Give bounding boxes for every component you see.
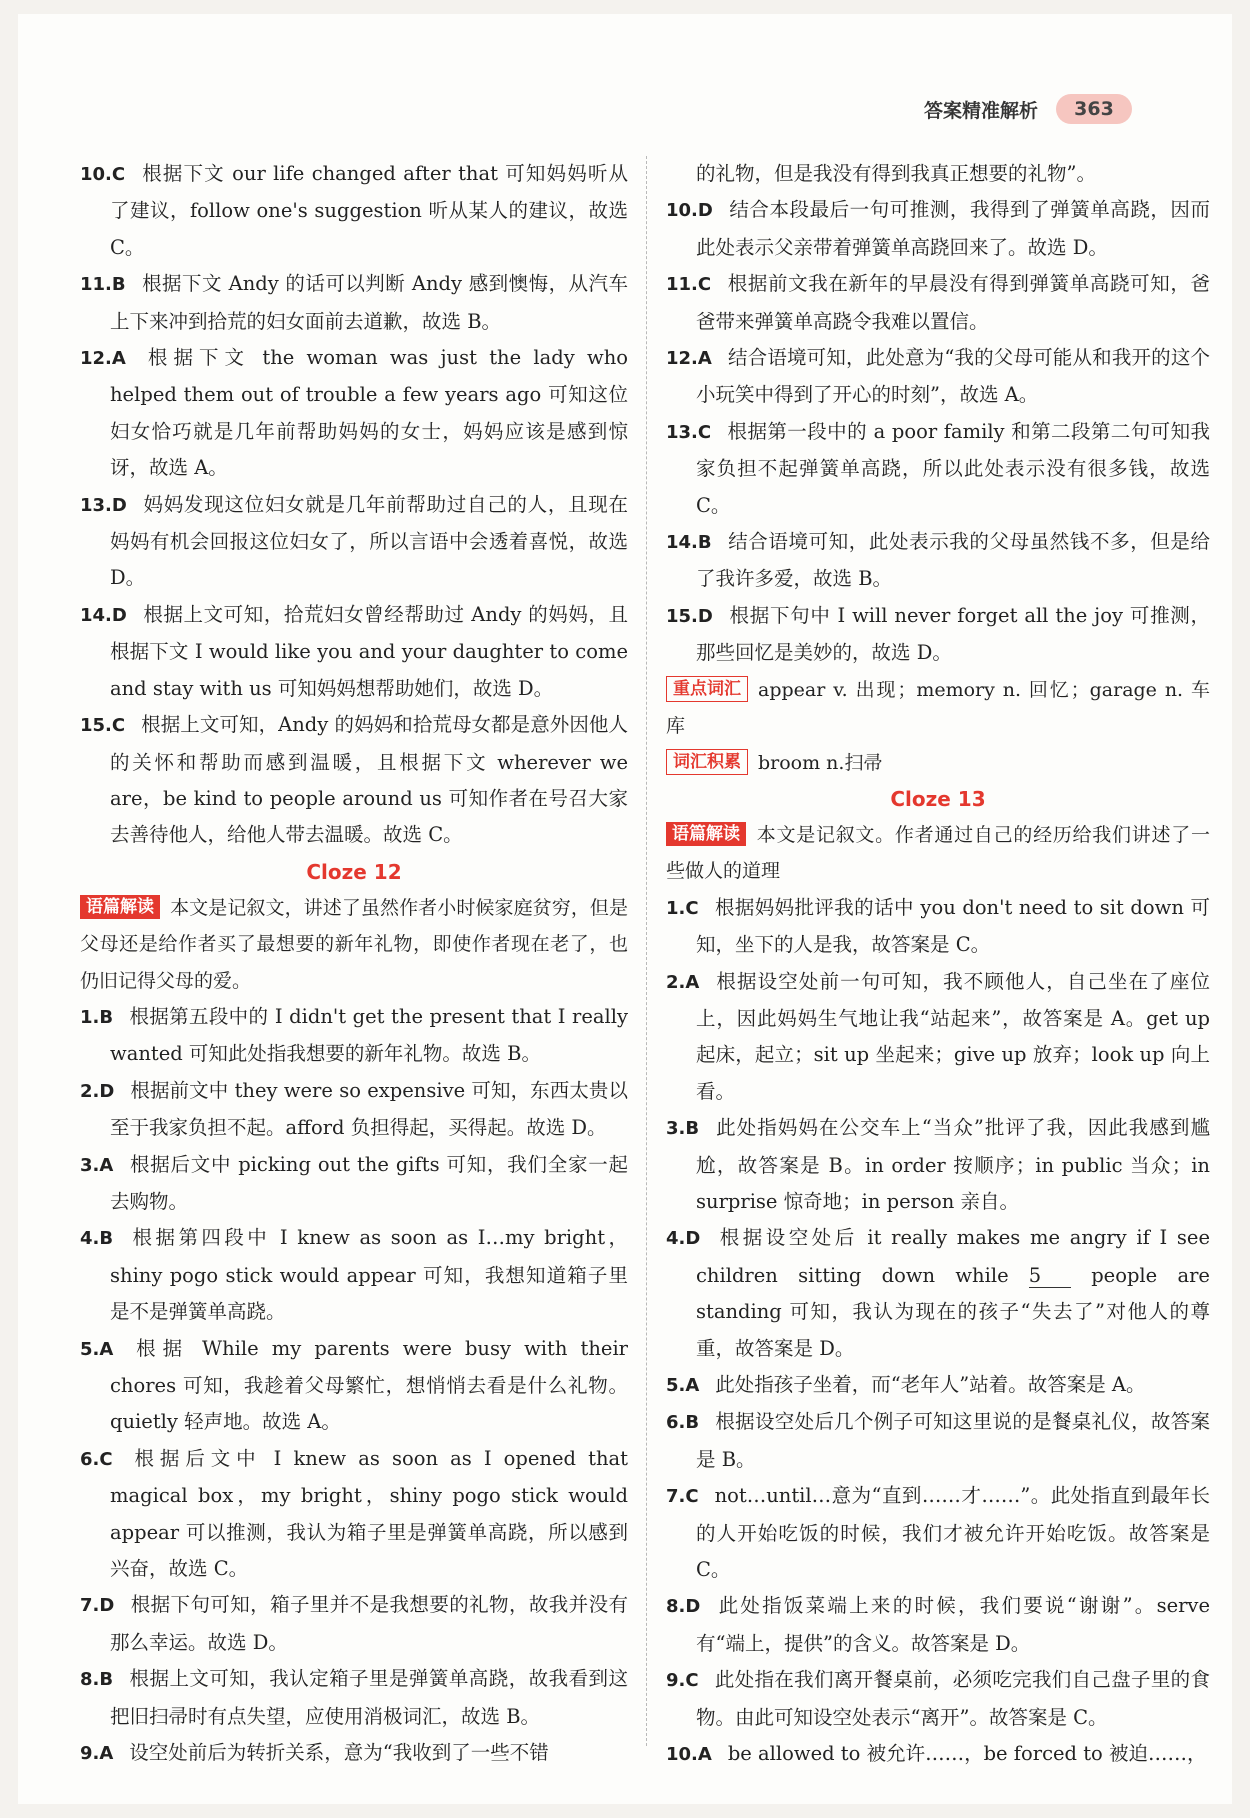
- accum-tag: 词汇积累: [666, 749, 748, 775]
- continued-text: 的礼物，但是我没有得到我真正想要的礼物”。: [696, 162, 1096, 185]
- answer-item: 14.D 根据上文可知，拾荒妇女曾经帮助过 Andy 的妈妈，且根据下文 I would like you and your daughter to come and stay with us 可知妈妈想帮助她们，故选 D。: [80, 602, 628, 700]
- answer-item: 9.C 此处指在我们离开餐桌前，必须吃完我们自己盘子里的食物。由此可知设空处表示“离开”。故答案是 C。: [666, 1668, 1210, 1729]
- vocab-accumulation: 词汇积累 broom n.扫帚: [666, 745, 1210, 781]
- left-column: [80, 156, 628, 1772]
- cloze12-intro: 语篇解读 本文是记叙文，讲述了虽然作者小时候家庭贫穷，但是父母还是给作者买了最想要的新年礼物，即使作者现在老了，也仍旧记得父母的爱。: [80, 896, 628, 992]
- cloze13-title: Cloze 13: [890, 786, 986, 811]
- answer-item: 11.C 根据前文我在新年的早晨没有得到弹簧单高跷可知，爸爸带来弹簧单高跷令我难以置信。: [666, 272, 1210, 333]
- discourse-tag: 语篇解读: [666, 822, 746, 846]
- answer-item: 7.D 根据下句可知，箱子里并不是我想要的礼物，故我并没有那么幸运。故选 D。: [80, 1593, 628, 1654]
- page-number: 363: [1056, 94, 1132, 124]
- answer-item: 4.B 根据第四段中 I knew as soon as I…my bright，shiny pogo stick would appear 可知，我想知道箱子里是不是弹簧单高跷。: [80, 1226, 628, 1324]
- answer-item: 8.D 此处指饭菜端上来的时候，我们要说“谢谢”。serve 有“端上，提供”的含义。故答案是 D。: [666, 1594, 1210, 1655]
- answer-item: 10.C 根据下文 our life changed after that 可知妈妈听从了建议，follow one's suggestion 听从某人的建议，故选 C。: [80, 162, 628, 259]
- key-vocabulary: 重点词汇 appear v. 出现；memory n. 回忆；garage n. 车库: [666, 672, 1210, 745]
- answer-item: 3.A 根据后文中 picking out the gifts 可知，我们全家一起去购物。: [80, 1152, 628, 1213]
- page-header: [924, 92, 1132, 126]
- answer-item: 4.D 根据设空处后 it really makes me angry if I see children sitting down while 5 people are standing 可知，我认为现在的孩子“失去了”对他人的尊重，故答案是 D。: [666, 1226, 1210, 1360]
- answer-item: 2.A 根据设空处前一句可知，我不顾他人，自己坐在了座位上，因此妈妈生气地让我“站起来”，故答案是 A。get up 起床，起立；sit up 坐起来；give up 放弃；look up 向上看。: [666, 969, 1210, 1103]
- answer-item: 14.B 结合语境可知，此处表示我的父母虽然钱不多，但是给了我许多爱，故选 B。: [666, 530, 1210, 591]
- column-divider: [646, 156, 647, 1746]
- answer-item: 8.B 根据上文可知，我认定箱子里是弹簧单高跷，故我看到这把旧扫帚时有点失望，应使用消极词汇，故选 B。: [80, 1667, 628, 1728]
- answer-item: 13.D 妈妈发现这位妇女就是几年前帮助过自己的人，且现在妈妈有机会回报这位妇女了，所以言语中会透着喜悦，故选 D。: [80, 492, 628, 590]
- answer-item: 7.C not…until…意为“直到……才……”。此处指直到最年长的人开始吃饭的时候，我们才被允许开始吃饭。故答案是 C。: [666, 1484, 1210, 1582]
- answer-item: 9.A 设空处前后为转折关系，意为“我收到了一些不错: [80, 1741, 549, 1765]
- answer-item: 12.A 根据下文 the woman was just the lady who helped them out of trouble a few years ago 可知这位妇女恰巧就是几年前帮助妈妈的女士，妈妈应该是感到惊讶，故选 A。: [80, 346, 628, 480]
- answer-item: 12.A 结合语境可知，此处意为“我的父母可能从和我开的这个小玩笑中得到了开心的时刻”，故选 A。: [666, 346, 1210, 407]
- answer-item: 3.B 此处指妈妈在公交车上“当众”批评了我，因此我感到尴尬，故答案是 B。in order 按顺序；in public 当众；in surprise 惊奇地；in person 亲自。: [666, 1116, 1210, 1213]
- answer-item: 13.C 根据第一段中的 a poor family 和第二段第二句可知我家负担不起弹簧单高跷，所以此处表示没有很多钱，故选 C。: [666, 419, 1210, 517]
- vocab-tag: 重点词汇: [666, 676, 748, 702]
- cloze13-intro: 语篇解读 本文是记叙文。作者通过自己的经历给我们讲述了一些做人的道理: [666, 823, 1210, 883]
- answer-item: 15.D 根据下句中 I will never forget all the joy 可推测，那些回忆是美妙的，故选 D。: [666, 603, 1210, 665]
- header-title: 答案精准解析: [923, 99, 1038, 122]
- cloze-blank: 5: [1029, 1265, 1071, 1288]
- answer-item: 10.A be allowed to 被允许……，be forced to 被迫……，: [666, 1742, 1207, 1766]
- answer-item: 11.B 根据下文 Andy 的话可以判断 Andy 感到懊悔，从汽车上下来冲到拾荒的妇女面前去道歉，故选 B。: [80, 272, 628, 333]
- answer-item: 10.D 结合本段最后一句可推测，我得到了弹簧单高跷，因而此处表示父亲带着弹簧单高跷回来了。故选 D。: [666, 198, 1210, 259]
- answer-item: 1.C 根据妈妈批评我的话中 you don't need to sit down 可知，坐下的人是我，故答案是 C。: [666, 895, 1210, 957]
- cloze12-title: Cloze 12: [306, 859, 402, 884]
- answer-item: 1.B 根据第五段中的 I didn't get the present that I really wanted 可知此处指我想要的新年礼物。故选 B。: [80, 1004, 628, 1066]
- answer-item: 6.C 根据后文中 I knew as soon as I opened that magical box，my bright，shiny pogo stick would appear 可以推测，我认为箱子里是弹簧单高跷，所以感到兴奋，故选 C。: [80, 1446, 628, 1581]
- discourse-tag: 语篇解读: [80, 895, 160, 919]
- answer-page: [18, 14, 1232, 1804]
- right-column: [666, 156, 1210, 1773]
- answer-item: 6.B 根据设空处后几个例子可知这里说的是餐桌礼仪，故答案是 B。: [666, 1410, 1210, 1471]
- answer-item: 5.A 根据 While my parents were busy with their chores 可知，我趁着父母繁忙，想悄悄去看是什么礼物。quietly 轻声地。故选 A。: [80, 1336, 628, 1434]
- answer-item: 5.A 此处指孩子坐着，而“老年人”站着。故答案是 A。: [666, 1373, 1146, 1396]
- answer-item: 2.D 根据前文中 they were so expensive 可知，东西太贵以至于我家负担不起。afford 负担得起，买得起。故选 D。: [80, 1078, 628, 1140]
- answer-item: 15.C 根据上文可知，Andy 的妈妈和拾荒母女都是意外因他人的关怀和帮助而感到温暖，且根据下文 wherever we are，be kind to people around us 可知作者在号召大家去善待他人，给他人带去温暖。故选 C。: [80, 713, 628, 847]
